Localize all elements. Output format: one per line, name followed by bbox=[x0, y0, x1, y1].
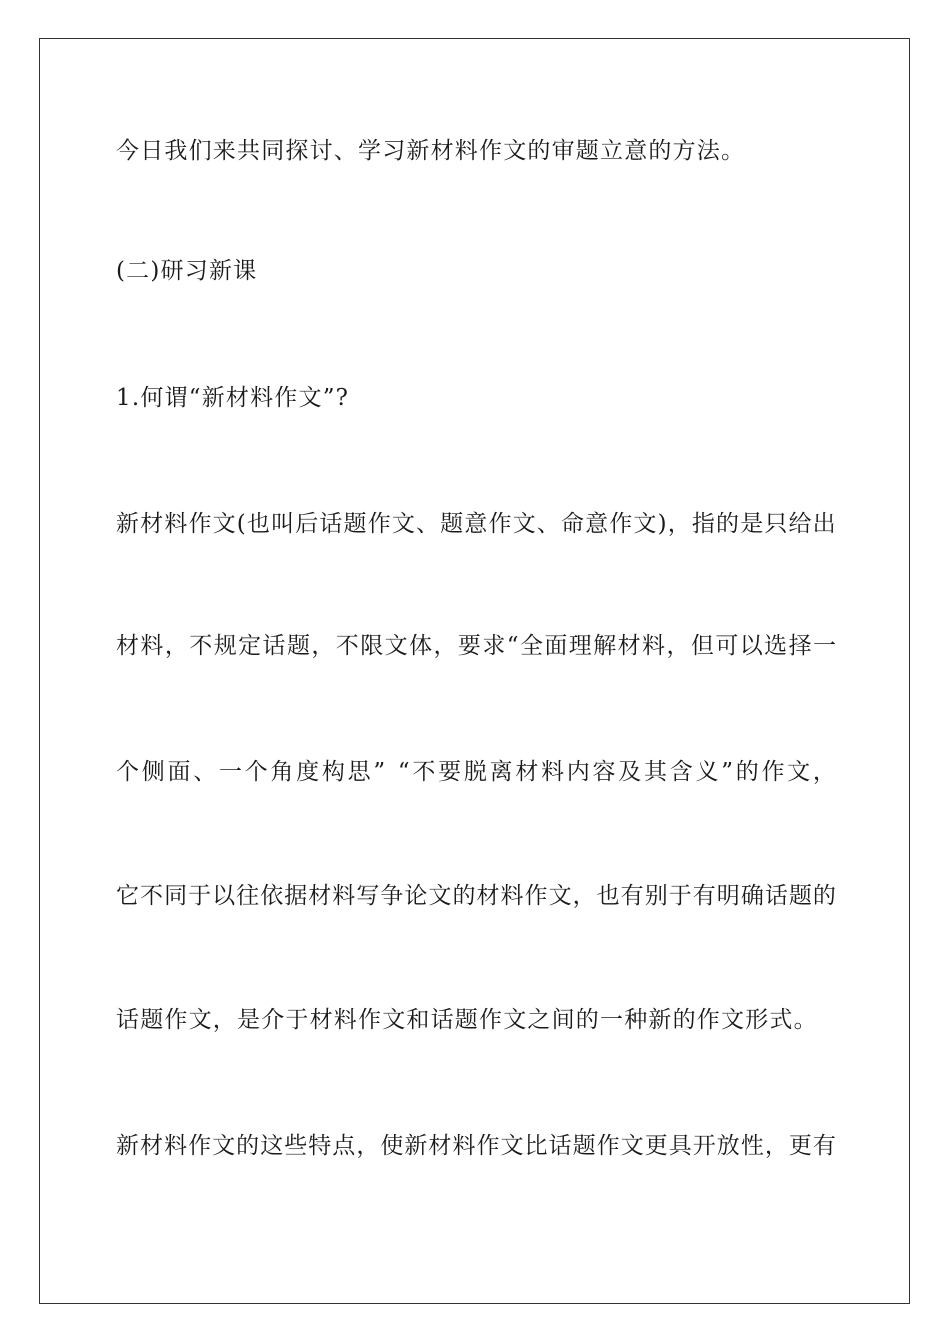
text-line-6: 个 侧 面 、 一 个 角 度 构 思 ” “ 不 要 脱 离 材 料 内 容 及 其 含 义 ” 的 作 文 ， bbox=[116, 759, 836, 785]
text-line-5: 材 料 ， 不 规 定 话 题 ， 不 限 文 体 ， 要 求 “ 全 面 理 解 材 料 ， 但 可 以 选 择 一 bbox=[116, 633, 836, 659]
page-border bbox=[39, 38, 910, 1304]
section-heading: (二)研习新课 bbox=[116, 258, 258, 284]
text-line-4: 新 材 料 作 文 ( 也 叫 后 话 题 作 文 、 题 意 作 文 、 命 意 作 文 ) ， 指 的 是 只 给 出 bbox=[116, 511, 836, 537]
text-line-8: 话题作文，是介于材料作文和话题作文之间的一种新的作文形式。 bbox=[116, 1007, 818, 1033]
question-heading: 1.何谓“新材料作文”? bbox=[116, 385, 350, 411]
text-line-7: 它 不 同 于 以 往 依 据 材 料 写 争 论 文 的 材 料 作 文 ， 也 有 别 于 有 明 确 话 题 的 bbox=[116, 883, 836, 909]
text-line-1: 今日我们来共同探讨、学习新材料作文的审题立意的方法。 bbox=[116, 138, 746, 164]
text-line-9: 新 材 料 作 文 的 这 些 特 点 ， 使 新 材 料 作 文 比 话 题 作 文 更 具 开 放 性 ， 更 有 bbox=[116, 1133, 836, 1159]
